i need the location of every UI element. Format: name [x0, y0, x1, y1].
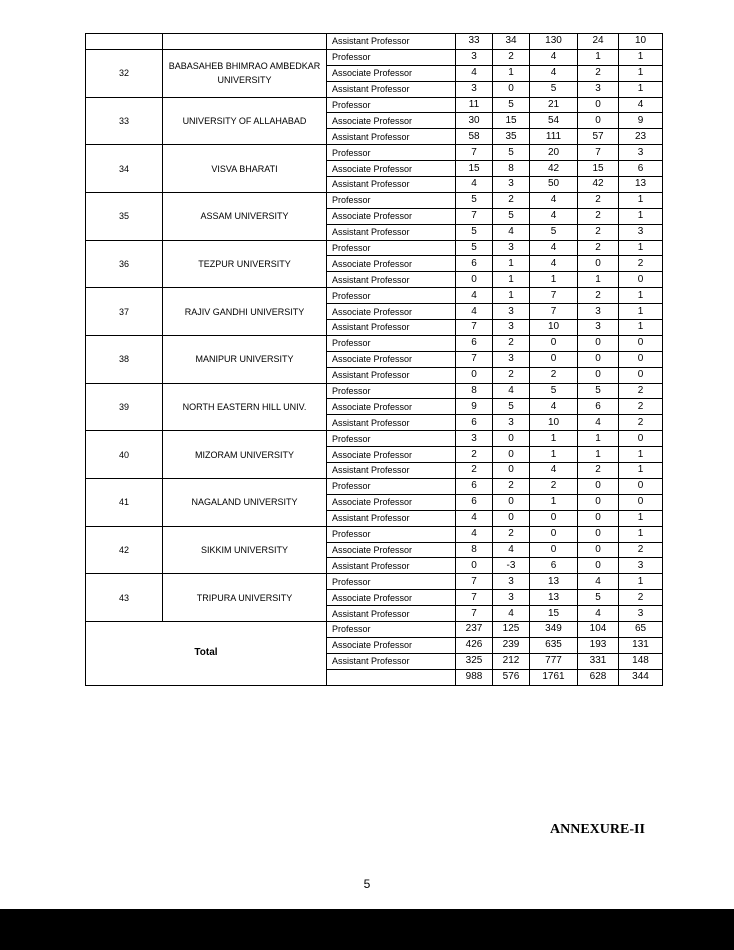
value-cell: 13	[530, 590, 578, 606]
value-cell: 7	[456, 590, 493, 606]
table-row	[86, 574, 663, 590]
value-cell: 1	[619, 49, 663, 65]
rank-cell: Associate Professor	[327, 65, 456, 81]
value-cell: 4	[530, 49, 578, 65]
value-cell: 42	[530, 161, 578, 177]
university-name: TEZPUR UNIVERSITY	[163, 240, 327, 288]
value-cell: 4	[530, 256, 578, 272]
table-row	[86, 192, 663, 208]
value-cell: 0	[619, 478, 663, 494]
value-cell: 35	[493, 129, 530, 145]
sno-cell: 38	[86, 335, 163, 383]
rank-cell: Associate Professor	[327, 399, 456, 415]
value-cell: 1	[530, 272, 578, 288]
value-cell: 1	[619, 304, 663, 320]
value-cell: 4	[619, 97, 663, 113]
rank-cell: Professor	[327, 478, 456, 494]
value-cell: 3	[619, 606, 663, 622]
value-cell: 58	[456, 129, 493, 145]
rank-cell: Assistant Professor	[327, 463, 456, 479]
value-cell: 3	[456, 431, 493, 447]
rank-cell: Assistant Professor	[327, 34, 456, 50]
value-cell: -3	[493, 558, 530, 574]
rank-cell: Professor	[327, 49, 456, 65]
value-cell: 9	[456, 399, 493, 415]
value-cell: 5	[493, 399, 530, 415]
table-row	[86, 478, 663, 494]
sno-cell: 33	[86, 97, 163, 145]
value-cell: 4	[578, 415, 619, 431]
value-cell: 24	[578, 34, 619, 50]
value-cell: 1	[619, 65, 663, 81]
value-cell: 1	[619, 192, 663, 208]
value-cell: 1	[578, 431, 619, 447]
value-cell: 1	[619, 288, 663, 304]
rank-cell: Associate Professor	[327, 494, 456, 510]
value-cell: 111	[530, 129, 578, 145]
sno-cell: 41	[86, 478, 163, 526]
rank-cell: Associate Professor	[327, 447, 456, 463]
rank-cell: Assistant Professor	[327, 177, 456, 193]
university-cell	[163, 34, 327, 50]
value-cell: 1	[619, 510, 663, 526]
table-row	[86, 526, 663, 542]
value-cell: 3	[493, 590, 530, 606]
value-cell: 3	[493, 415, 530, 431]
value-cell: 0	[619, 431, 663, 447]
table-row	[86, 288, 663, 304]
value-cell: 0	[456, 367, 493, 383]
value-cell: 0	[530, 335, 578, 351]
value-cell: 0	[578, 542, 619, 558]
value-cell: 3	[456, 49, 493, 65]
value-cell: 2	[619, 542, 663, 558]
value-cell: 5	[493, 208, 530, 224]
university-name: UNIVERSITY OF ALLAHABAD	[163, 97, 327, 145]
rank-cell: Professor	[327, 145, 456, 161]
value-cell: 6	[456, 256, 493, 272]
rank-cell: Professor	[327, 383, 456, 399]
rank-cell: Assistant Professor	[327, 653, 456, 669]
value-cell: 5	[578, 590, 619, 606]
table-row	[86, 97, 663, 113]
rank-cell: Assistant Professor	[327, 606, 456, 622]
value-cell: 2	[493, 367, 530, 383]
value-cell: 6	[456, 335, 493, 351]
rank-cell: Associate Professor	[327, 161, 456, 177]
value-cell: 4	[530, 208, 578, 224]
rank-cell: Assistant Professor	[327, 129, 456, 145]
value-cell: 42	[578, 177, 619, 193]
value-cell: 0	[619, 494, 663, 510]
sno-cell: 37	[86, 288, 163, 336]
value-cell: 6	[456, 478, 493, 494]
value-cell: 4	[493, 606, 530, 622]
value-cell: 6	[578, 399, 619, 415]
rank-cell: Assistant Professor	[327, 415, 456, 431]
university-name: NORTH EASTERN HILL UNIV.	[163, 383, 327, 431]
rank-cell: Associate Professor	[327, 208, 456, 224]
table-row	[86, 383, 663, 399]
table-row	[86, 431, 663, 447]
value-cell: 7	[456, 145, 493, 161]
rank-cell: Associate Professor	[327, 590, 456, 606]
value-cell: 1	[578, 447, 619, 463]
value-cell: 5	[530, 81, 578, 97]
value-cell: 13	[619, 177, 663, 193]
value-cell: 0	[493, 463, 530, 479]
value-cell: 8	[493, 161, 530, 177]
university-name: MIZORAM UNIVERSITY	[163, 431, 327, 479]
value-cell: 0	[578, 510, 619, 526]
sno-cell: 43	[86, 574, 163, 622]
value-cell: 0	[493, 81, 530, 97]
sno-cell: 39	[86, 383, 163, 431]
value-cell: 628	[578, 669, 619, 685]
value-cell: 8	[456, 383, 493, 399]
value-cell: 6	[619, 161, 663, 177]
value-cell: 0	[493, 447, 530, 463]
value-cell: 50	[530, 177, 578, 193]
value-cell: 988	[456, 669, 493, 685]
sno-cell: 36	[86, 240, 163, 288]
value-cell: 21	[530, 97, 578, 113]
value-cell: 4	[456, 304, 493, 320]
table-row	[86, 49, 663, 65]
value-cell: 0	[619, 367, 663, 383]
value-cell: 5	[493, 145, 530, 161]
value-cell: 3	[619, 224, 663, 240]
value-cell: 0	[530, 351, 578, 367]
value-cell: 20	[530, 145, 578, 161]
value-cell: 426	[456, 637, 493, 653]
value-cell: 2	[619, 256, 663, 272]
value-cell: 5	[530, 383, 578, 399]
value-cell: 193	[578, 637, 619, 653]
rank-cell: Professor	[327, 431, 456, 447]
rank-cell: Assistant Professor	[327, 272, 456, 288]
value-cell: 5	[456, 192, 493, 208]
table-body	[86, 34, 663, 686]
university-name: MANIPUR UNIVERSITY	[163, 335, 327, 383]
table-row	[86, 240, 663, 256]
value-cell: 1	[530, 447, 578, 463]
value-cell: 8	[456, 542, 493, 558]
value-cell: 0	[530, 510, 578, 526]
annexure-label: ANNEXURE-II	[550, 822, 645, 837]
value-cell: 1	[578, 49, 619, 65]
rank-cell: Associate Professor	[327, 351, 456, 367]
table-row	[86, 34, 663, 50]
value-cell: 0	[619, 272, 663, 288]
value-cell: 0	[530, 526, 578, 542]
value-cell: 1	[619, 574, 663, 590]
value-cell: 5	[456, 224, 493, 240]
value-cell: 5	[578, 383, 619, 399]
value-cell: 10	[530, 415, 578, 431]
value-cell: 4	[578, 606, 619, 622]
value-cell: 331	[578, 653, 619, 669]
rank-cell: Professor	[327, 526, 456, 542]
value-cell: 2	[493, 526, 530, 542]
value-cell: 7	[530, 288, 578, 304]
value-cell: 3	[493, 351, 530, 367]
value-cell: 10	[530, 320, 578, 336]
table-row	[86, 145, 663, 161]
value-cell: 4	[578, 574, 619, 590]
value-cell: 34	[493, 34, 530, 50]
sno-cell: 40	[86, 431, 163, 479]
value-cell: 2	[578, 208, 619, 224]
value-cell: 3	[619, 145, 663, 161]
value-cell: 1	[493, 65, 530, 81]
value-cell: 7	[456, 208, 493, 224]
faculty-table	[85, 33, 663, 686]
value-cell: 148	[619, 653, 663, 669]
value-cell: 4	[456, 177, 493, 193]
value-cell: 4	[456, 510, 493, 526]
value-cell: 3	[493, 240, 530, 256]
value-cell: 7	[456, 320, 493, 336]
rank-cell: Professor	[327, 288, 456, 304]
value-cell: 0	[456, 272, 493, 288]
rank-cell: Professor	[327, 97, 456, 113]
value-cell: 5	[530, 224, 578, 240]
value-cell: 4	[530, 65, 578, 81]
total-row	[86, 621, 663, 637]
value-cell: 6	[456, 415, 493, 431]
rank-cell: Assistant Professor	[327, 367, 456, 383]
value-cell: 0	[578, 335, 619, 351]
value-cell: 1	[619, 320, 663, 336]
value-cell: 125	[493, 621, 530, 637]
value-cell: 104	[578, 621, 619, 637]
value-cell: 15	[456, 161, 493, 177]
value-cell: 3	[493, 304, 530, 320]
value-cell: 212	[493, 653, 530, 669]
bottom-bar	[0, 909, 734, 950]
value-cell: 2	[493, 478, 530, 494]
value-cell: 2	[619, 383, 663, 399]
value-cell: 1	[619, 526, 663, 542]
page-number: 5	[363, 877, 371, 891]
value-cell: 1	[493, 256, 530, 272]
value-cell: 344	[619, 669, 663, 685]
value-cell: 6	[530, 558, 578, 574]
value-cell: 349	[530, 621, 578, 637]
value-cell: 2	[619, 399, 663, 415]
rank-cell: Professor	[327, 574, 456, 590]
value-cell: 0	[578, 113, 619, 129]
value-cell: 0	[578, 97, 619, 113]
university-name: ASSAM UNIVERSITY	[163, 192, 327, 240]
total-label: Total	[86, 621, 327, 685]
value-cell: 0	[530, 542, 578, 558]
value-cell: 4	[493, 383, 530, 399]
value-cell: 2	[578, 240, 619, 256]
value-cell: 23	[619, 129, 663, 145]
value-cell: 130	[530, 34, 578, 50]
value-cell: 5	[493, 97, 530, 113]
value-cell: 54	[530, 113, 578, 129]
value-cell: 2	[530, 478, 578, 494]
value-cell: 15	[493, 113, 530, 129]
value-cell: 635	[530, 637, 578, 653]
value-cell: 30	[456, 113, 493, 129]
value-cell: 4	[456, 65, 493, 81]
value-cell: 4	[493, 224, 530, 240]
value-cell: 3	[493, 574, 530, 590]
rank-cell	[327, 669, 456, 685]
value-cell: 4	[493, 542, 530, 558]
rank-cell: Assistant Professor	[327, 224, 456, 240]
value-cell: 15	[530, 606, 578, 622]
value-cell: 3	[578, 81, 619, 97]
value-cell: 4	[456, 288, 493, 304]
value-cell: 9	[619, 113, 663, 129]
value-cell: 0	[578, 494, 619, 510]
value-cell: 4	[530, 240, 578, 256]
value-cell: 2	[456, 447, 493, 463]
value-cell: 10	[619, 34, 663, 50]
value-cell: 1	[619, 463, 663, 479]
value-cell: 0	[456, 558, 493, 574]
value-cell: 4	[530, 463, 578, 479]
sno-cell: 34	[86, 145, 163, 193]
value-cell: 3	[493, 320, 530, 336]
value-cell: 325	[456, 653, 493, 669]
value-cell: 777	[530, 653, 578, 669]
rank-cell: Associate Professor	[327, 113, 456, 129]
value-cell: 0	[493, 431, 530, 447]
value-cell: 2	[578, 463, 619, 479]
university-name: NAGALAND UNIVERSITY	[163, 478, 327, 526]
rank-cell: Assistant Professor	[327, 510, 456, 526]
value-cell: 3	[578, 320, 619, 336]
value-cell: 1	[530, 494, 578, 510]
value-cell: 2	[493, 49, 530, 65]
value-cell: 2	[578, 288, 619, 304]
value-cell: 0	[578, 558, 619, 574]
rank-cell: Professor	[327, 335, 456, 351]
value-cell: 1761	[530, 669, 578, 685]
value-cell: 57	[578, 129, 619, 145]
value-cell: 13	[530, 574, 578, 590]
value-cell: 4	[530, 192, 578, 208]
value-cell: 4	[530, 399, 578, 415]
rank-cell: Professor	[327, 621, 456, 637]
value-cell: 3	[619, 558, 663, 574]
value-cell: 2	[619, 415, 663, 431]
value-cell: 2	[493, 192, 530, 208]
value-cell: 4	[456, 526, 493, 542]
rank-cell: Assistant Professor	[327, 81, 456, 97]
value-cell: 0	[619, 335, 663, 351]
value-cell: 131	[619, 637, 663, 653]
value-cell: 0	[493, 510, 530, 526]
value-cell: 2	[456, 463, 493, 479]
university-name: TRIPURA UNIVERSITY	[163, 574, 327, 622]
value-cell: 1	[493, 288, 530, 304]
value-cell: 576	[493, 669, 530, 685]
value-cell: 5	[456, 240, 493, 256]
value-cell: 11	[456, 97, 493, 113]
value-cell: 0	[578, 526, 619, 542]
sno-cell: 32	[86, 49, 163, 97]
university-name: SIKKIM UNIVERSITY	[163, 526, 327, 574]
rank-cell: Associate Professor	[327, 256, 456, 272]
sno-cell	[86, 34, 163, 50]
rank-cell: Assistant Professor	[327, 320, 456, 336]
value-cell: 2	[530, 367, 578, 383]
value-cell: 1	[493, 272, 530, 288]
value-cell: 2	[578, 192, 619, 208]
university-name: BABASAHEB BHIMRAO AMBEDKAR UNIVERSITY	[163, 49, 327, 97]
value-cell: 3	[578, 304, 619, 320]
value-cell: 0	[578, 256, 619, 272]
rank-cell: Associate Professor	[327, 542, 456, 558]
university-name: RAJIV GANDHI UNIVERSITY	[163, 288, 327, 336]
table-row	[86, 335, 663, 351]
sno-cell: 42	[86, 526, 163, 574]
value-cell: 15	[578, 161, 619, 177]
value-cell: 0	[578, 478, 619, 494]
value-cell: 1	[619, 81, 663, 97]
value-cell: 1	[578, 272, 619, 288]
value-cell: 0	[619, 351, 663, 367]
value-cell: 6	[456, 494, 493, 510]
sno-cell: 35	[86, 192, 163, 240]
value-cell: 239	[493, 637, 530, 653]
value-cell: 3	[456, 81, 493, 97]
value-cell: 1	[619, 447, 663, 463]
rank-cell: Associate Professor	[327, 304, 456, 320]
value-cell: 0	[493, 494, 530, 510]
value-cell: 65	[619, 621, 663, 637]
university-name: VISVA BHARATI	[163, 145, 327, 193]
value-cell: 2	[619, 590, 663, 606]
value-cell: 7	[456, 606, 493, 622]
value-cell: 0	[578, 367, 619, 383]
value-cell: 7	[578, 145, 619, 161]
rank-cell: Professor	[327, 192, 456, 208]
value-cell: 2	[578, 224, 619, 240]
value-cell: 0	[578, 351, 619, 367]
value-cell: 237	[456, 621, 493, 637]
value-cell: 3	[493, 177, 530, 193]
value-cell: 2	[493, 335, 530, 351]
value-cell: 7	[456, 351, 493, 367]
value-cell: 33	[456, 34, 493, 50]
value-cell: 2	[578, 65, 619, 81]
rank-cell: Professor	[327, 240, 456, 256]
value-cell: 1	[619, 240, 663, 256]
value-cell: 1	[530, 431, 578, 447]
rank-cell: Associate Professor	[327, 637, 456, 653]
value-cell: 1	[619, 208, 663, 224]
value-cell: 7	[530, 304, 578, 320]
value-cell: 7	[456, 574, 493, 590]
rank-cell: Assistant Professor	[327, 558, 456, 574]
